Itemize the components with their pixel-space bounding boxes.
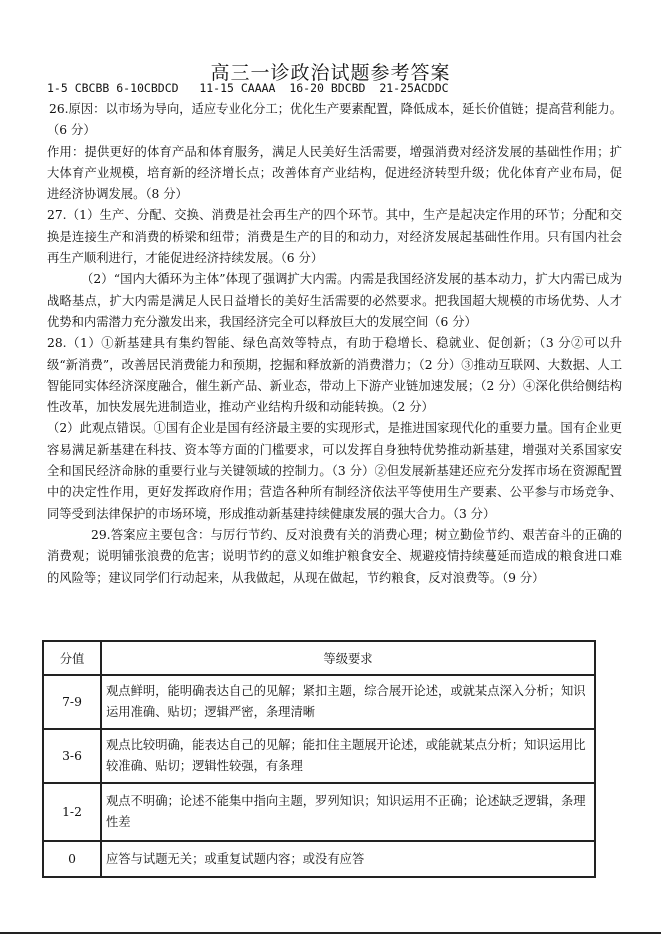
header-requirement: 等级要求 [101,641,595,675]
header-score: 分值 [43,641,101,675]
grading-table [42,640,596,878]
bottom-divider [0,932,661,934]
q26-effect: 作用：提供更好的体育产品和体育服务，满足人民美好生活需要，增强消费对经济发展的基础性作用；扩大体育产业规模，培育新的经济增长点；改善体育产业结构，促进经济转型升级；优化体育产业布局，促进经济协调发展。（8 分） [47,144,622,202]
table-row [43,783,595,841]
q28-part2: （2）此观点错误。①国有企业是国有经济最主要的实现形式，是推进国家现代化的重要力量。国有企业更容易满足新基建在科技、资本等方面的门槛要求，可以发挥自身独特优势推动新基建，增强对关系国家安全和国民经济命脉的重要行业与关键领域的控制力。（3 分）②但发展新基建还应充分发挥市场在资源配置中的决定性作用，更好发挥政府作用；营造各种所有制经济依法平等使用生产要素、公平参与市场竞争、同等受到法律保护的市场环境，形成推动新基建持续健康发展的强大合力。（3 分） [47,421,622,521]
q28-part1: 28.（1）①新基建具有集约智能、绿色高效等特点，有助于稳增长、稳就业、促创新；（3 分②可以升级“新消费”，改善居民消费能力和预期，挖掘和释放新的消费潜力；（2 分）③推动互联网、大数据、人工智能同实体经济深度融合，催生新产品、新业态，带动上下游产业链加速发展；（2 分）④深化供给侧结构性改革，加快发展先进制造业，推动产业结构升级和动能转换。（2 分） [47,336,622,415]
row-score: 0 [43,841,101,877]
page-title: 高三一诊政治试题参考答案 [210,62,451,84]
table-row [43,841,595,877]
row-requirement: 观点不明确；论述不能集中指向主题，罗列知识；知识运用不正确；论述缺乏逻辑，条理性差 [101,783,595,841]
multiple-choice-answers: 1-5 CBCBB 6-10CBDCD 11-15 CAAAA 16-20 BDCBD 21-25ACDDC [47,81,449,95]
q26-reason: 26.原因：以市场为导向，适应专业化分工；优化生产要素配置，降低成本，延长价值链；提高营利能力。（6 分） [47,102,622,138]
row-requirement: 观点比较明确，能表达自己的见解；能扣住主题展开论述，或能就某点分析；知识运用比较准确、贴切；逻辑性较强，有条理 [101,729,595,783]
q29-text: 29.答案应主要包含：与厉行节约、反对浪费有关的消费心理；树立勤俭节约、艰苦奋斗的正确的消费观；说明铺张浪费的危害；说明节约的意义如维护粮食安全、规避疫情持续蔓延而造成的粮食进口难的风险等；建议同学们行动起来，从我做起，从现在做起，节约粮食，反对浪费等。（9 分） [47,527,622,585]
row-requirement: 观点鲜明，能明确表达自己的见解；紧扣主题，综合展开论述，或就某点深入分析；知识运用准确、贴切；逻辑严密，条理清晰 [101,675,595,729]
grading-table-header [43,641,595,675]
q27-part2: （2）“国内大循环为主体”体现了强调扩大内需。内需是我国经济发展的基本动力，扩大内需已成为战略基点，扩大内需是满足人民日益增长的美好生活需要的必然要求。把我国超大规模的市场优势、人才优势和内需潜力充分激发出来，我国经济完全可以释放巨大的发展空间（6 分） [47,272,622,329]
table-row [43,729,595,783]
row-requirement: 应答与试题无关；或重复试题内容；或没有应答 [101,841,595,877]
row-score: 3-6 [43,729,101,783]
q27-part1: 27.（1）生产、分配、交换、消费是社会再生产的四个环节。其中，生产是起决定作用的环节；分配和交换是连接生产和消费的桥梁和纽带；消费是生产的目的和动力，对经济发展起基础性作用。只有国内社会再生产顺利进行，才能促进经济持续发展。（6 分） [47,208,622,266]
answer-body [47,99,622,589]
row-score: 1-2 [43,783,101,841]
row-score: 7-9 [43,675,101,729]
table-row [43,675,595,729]
